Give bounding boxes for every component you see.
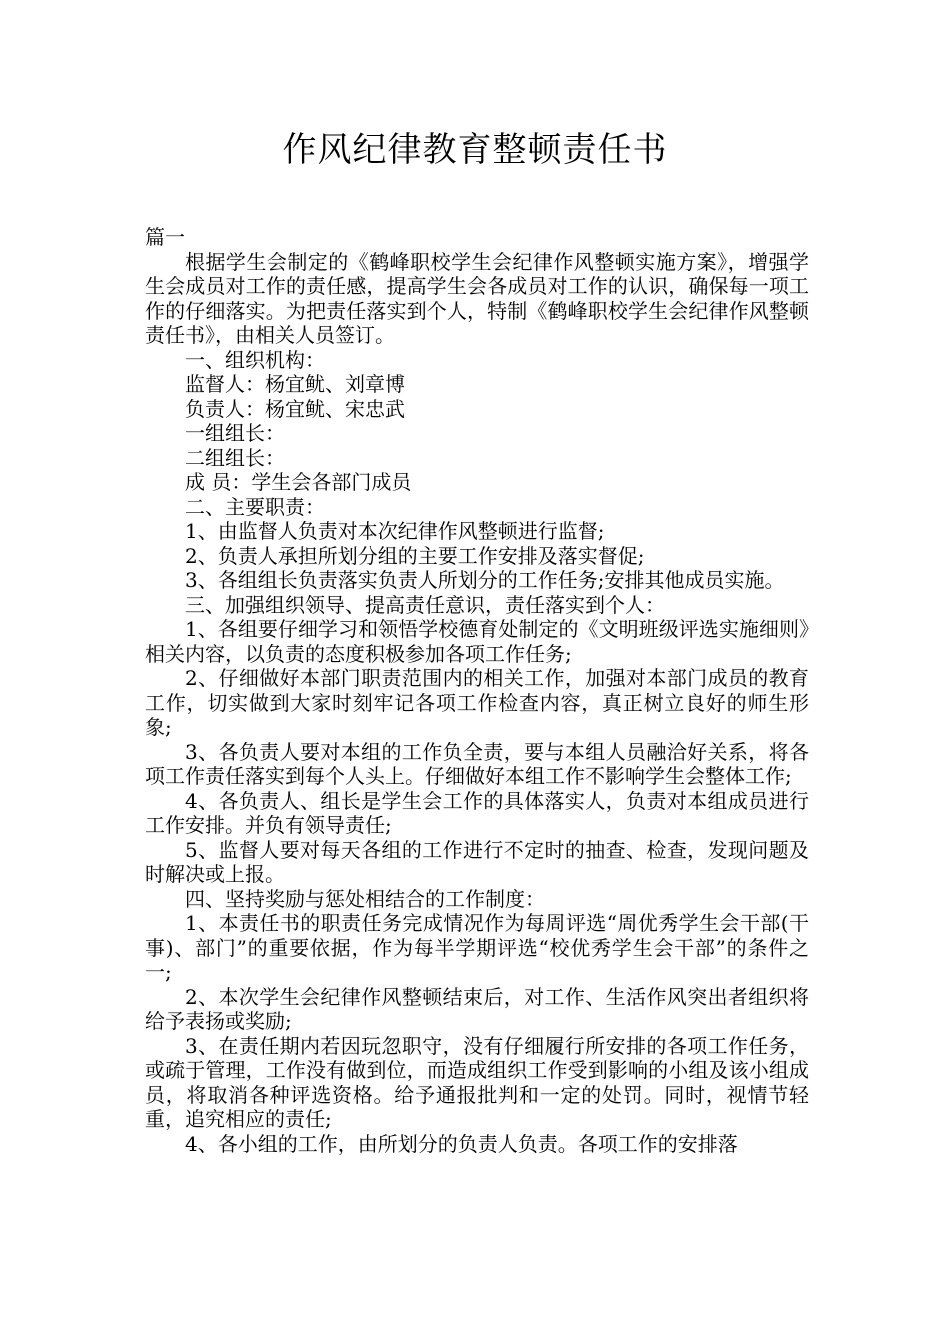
rewards-item-3: 3、在责任期内若因玩忽职守，没有仔细履行所安排的各项工作任务，或疏于管理，工作没有做到位，而造成组织工作受到影响的小组及该小组成员，将取消各种评选资格。给予通报批判和一定的处罚。同时，视情节轻重，追究相应的责任; bbox=[145, 1033, 809, 1131]
line-members: 成 员：学生会各部门成员 bbox=[185, 470, 412, 494]
duty-item-1: 1、由监督人负责对本次纪律作风整顿进行监督; bbox=[185, 519, 605, 543]
leadership-item-2: 2、仔细做好本部门职责范围内的相关工作，加强对本部门成员的教育工作，切实做到大家时刻牢记各项工作检查内容，真正树立良好的师生形象; bbox=[145, 666, 809, 739]
line-group-two-leader: 二组组长： bbox=[185, 445, 285, 470]
rewards-item-4: 4、各小组的工作，由所划分的负责人负责。各项工作的安排落 bbox=[185, 1131, 738, 1156]
heading-duties: 二、主要职责： bbox=[185, 494, 325, 519]
leadership-item-5: 5、监督人要对每天各组的工作进行不定时的抽查、检查，发现问题及时解决或上报。 bbox=[145, 837, 809, 886]
leadership-item-1: 1、各组要仔细学习和领悟学校德育处制定的《文明班级评选实施细则》相关内容，以负责的态度积极参加各项工作任务; bbox=[145, 617, 809, 666]
paragraph-intro: 根据学生会制定的《鹤峰职校学生会纪律作风整顿实施方案》，增强学生会成员对工作的责任感，提高学生会各成员对工作的认识，确保每一项工作的仔细落实。为把责任落实到个人，特制《鹤峰职校学生会纪律作风整顿责任书》，由相关人员签订。 bbox=[145, 249, 809, 347]
line-supervisors: 监督人：杨宜鱿、刘章博 bbox=[185, 372, 405, 396]
rewards-item-1: 1、本责任书的职责任务完成情况作为每周评选“周优秀学生会干部(干事)、部门”的重要依据，作为每半学期评选“校优秀学生会干部”的条件之一; bbox=[145, 911, 809, 984]
leadership-item-4: 4、各负责人、组长是学生会工作的具体落实人，负责对本组成员进行工作安排。并负有领导责任; bbox=[145, 788, 809, 837]
duty-item-2: 2、负责人承担所划分组的主要工作安排及落实督促; bbox=[185, 543, 645, 568]
document-body bbox=[145, 225, 809, 1156]
document-title: 作风纪律教育整顿责任书 bbox=[282, 130, 668, 170]
line-leaders: 负责人：杨宜鱿、宋忠武 bbox=[185, 396, 405, 421]
line-group-one-leader: 一组组长： bbox=[185, 421, 285, 445]
rewards-item-2: 2、本次学生会纪律作风整顿结束后，对工作、生活作风突出者组织将给予表扬或奖励; bbox=[145, 984, 809, 1033]
heading-rewards: 四、坚持奖励与惩处相结合的工作制度： bbox=[185, 886, 545, 911]
leadership-item-3: 3、各负责人要对本组的工作负全责，要与本组人员融洽好关系，将各项工作责任落实到每个人头上。仔细做好本组工作不影响学生会整体工作; bbox=[145, 739, 809, 788]
section-label: 篇一 bbox=[145, 225, 185, 249]
heading-organization: 一、组织机构： bbox=[185, 347, 325, 372]
heading-leadership: 三、加强组织领导、提高责任意识，责任落实到个人： bbox=[185, 592, 665, 617]
duty-item-3: 3、各组组长负责落实负责人所划分的工作任务;安排其他成员实施。 bbox=[185, 568, 785, 592]
